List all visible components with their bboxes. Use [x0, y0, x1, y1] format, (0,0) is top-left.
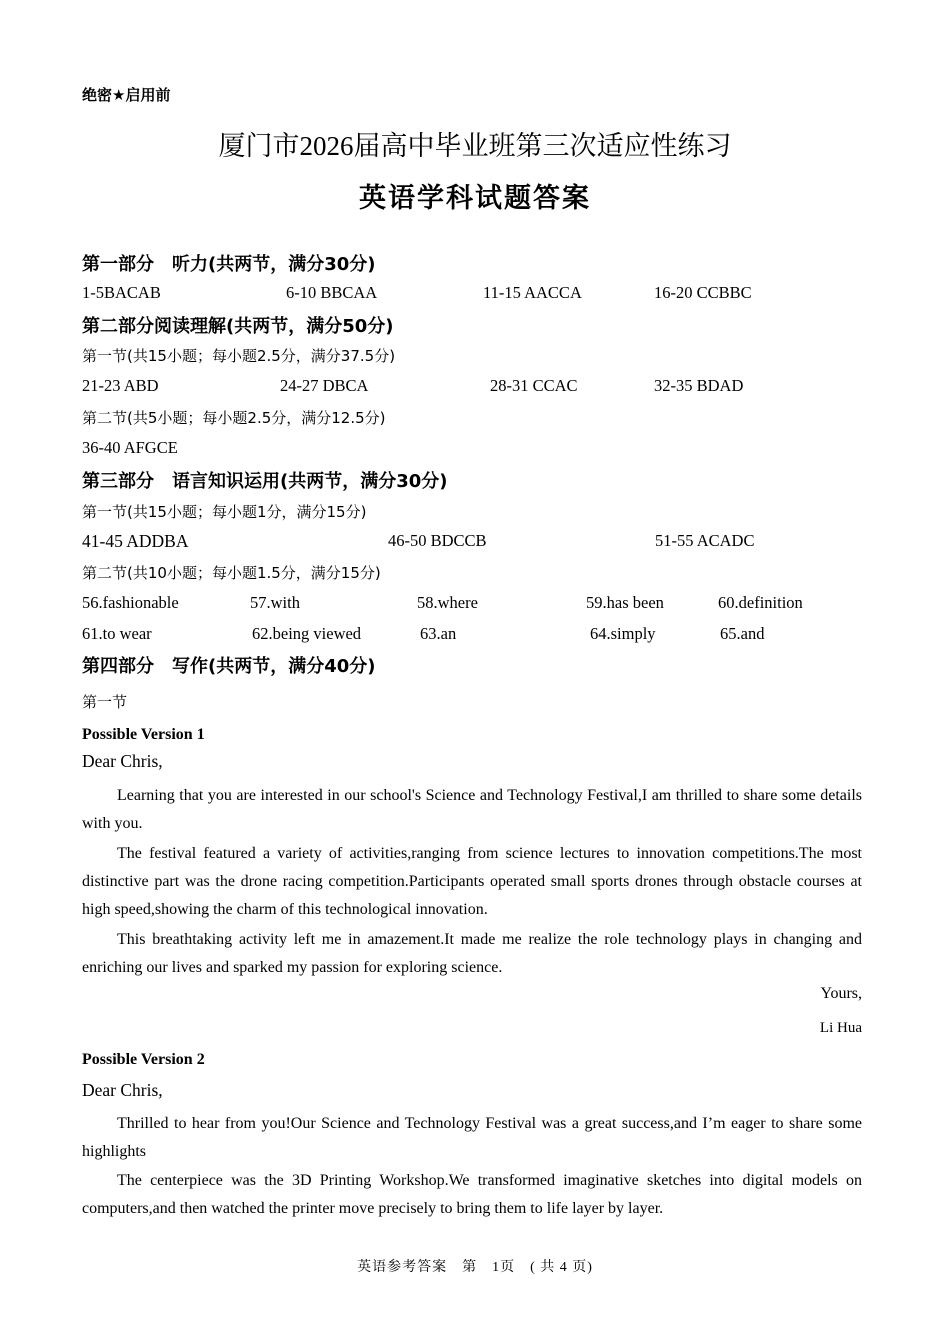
- answer-item: 58.where: [417, 593, 478, 612]
- version2-greeting: Dear Chris,: [82, 1080, 163, 1100]
- part2-section2-heading: 第二节(共5小题；每小题2.5分，满分12.5分): [82, 409, 386, 427]
- answer-item: 65.and: [720, 624, 765, 643]
- paragraph-text: The festival featured a variety of activities,ranging from science lectures to innovation competitions.The most distinctive part was the drone racing competition.Participants operated small sports drones through obstacle courses at high speed,showing the charm of this technological innovation.: [82, 845, 862, 918]
- version1-label: Possible Version 1: [82, 726, 205, 743]
- answer-item: 61.to wear: [82, 624, 152, 643]
- part1-heading: 第一部分 听力(共两节，满分30分): [82, 254, 376, 275]
- part3-section2-heading: 第二节(共10小题；每小题1.5分，满分15分): [82, 564, 381, 582]
- answer-group: 1-5BACAB: [82, 283, 161, 302]
- answer-item: 59.has been: [586, 593, 664, 612]
- version2-label: Possible Version 2: [82, 1051, 205, 1068]
- answer-item: 64.simply: [590, 624, 656, 643]
- answer-group: 36-40 AFGCE: [82, 438, 178, 457]
- answer-item: 63.an: [420, 624, 457, 643]
- part3-section1-heading: 第一节(共15小题；每小题1分，满分15分): [82, 503, 367, 521]
- part4-section1-heading: 第一节: [82, 693, 128, 711]
- page-subtitle: 英语学科试题答案: [359, 183, 591, 214]
- answer-group: 16-20 CCBBC: [654, 283, 752, 302]
- version1-greeting: Dear Chris,: [82, 751, 163, 771]
- version2-paragraph: [82, 1167, 862, 1223]
- answer-item: 57.with: [250, 593, 300, 612]
- version1-paragraph: [82, 782, 862, 838]
- paragraph-text: Learning that you are interested in our school's Science and Technology Festival,I am thrilled to share some details with you.: [82, 787, 862, 832]
- version2-paragraph: [82, 1110, 862, 1166]
- version1-paragraph: [82, 840, 862, 924]
- answer-group: 41-45 ADDBA: [82, 531, 189, 551]
- version1-signature: Li Hua: [819, 1020, 862, 1036]
- answer-group: 32-35 BDAD: [654, 376, 744, 395]
- answer-group: 46-50 BDCCB: [388, 531, 487, 550]
- part3-heading: 第三部分 语言知识运用(共两节，满分30分): [82, 471, 448, 492]
- page-title: 厦门市2026届高中毕业班第三次适应性练习: [218, 131, 732, 161]
- paragraph-text: This breathtaking activity left me in amazement.It made me realize the role technology plays in changing and enriching our lives and sparked my passion for exploring science.: [82, 931, 862, 976]
- version1-closing: Yours,: [820, 985, 862, 1002]
- part4-heading: 第四部分 写作(共两节，满分40分): [82, 656, 376, 677]
- paragraph-text: Thrilled to hear from you!Our Science and Technology Festival was a great success,and I’m eager to share some highlights: [82, 1115, 862, 1160]
- answer-item: 56.fashionable: [82, 593, 179, 612]
- confidential-label: 绝密★启用前: [82, 86, 171, 104]
- paragraph-text: The centerpiece was the 3D Printing Workshop.We transformed imaginative sketches into digital models on computers,and then watched the printer move precisely to bring them to life layer by layer.: [82, 1172, 862, 1217]
- answer-group: 24-27 DBCA: [280, 376, 369, 395]
- answer-item: 60.definition: [718, 593, 803, 612]
- version1-paragraph: [82, 926, 862, 982]
- answer-group: 11-15 AACCA: [483, 283, 582, 302]
- part2-section1-heading: 第一节(共15小题；每小题2.5分，满分37.5分): [82, 347, 396, 365]
- page-footer: 英语参考答案 第 1页 ( 共 4 页): [357, 1260, 593, 1275]
- answer-item: 62.being viewed: [252, 624, 362, 643]
- answer-group: 6-10 BBCAA: [286, 283, 378, 302]
- answer-group: 51-55 ACADC: [655, 531, 755, 550]
- answer-group: 21-23 ABD: [82, 376, 159, 395]
- part2-heading: 第二部分阅读理解(共两节，满分50分): [82, 316, 394, 337]
- answer-group: 28-31 CCAC: [490, 376, 578, 395]
